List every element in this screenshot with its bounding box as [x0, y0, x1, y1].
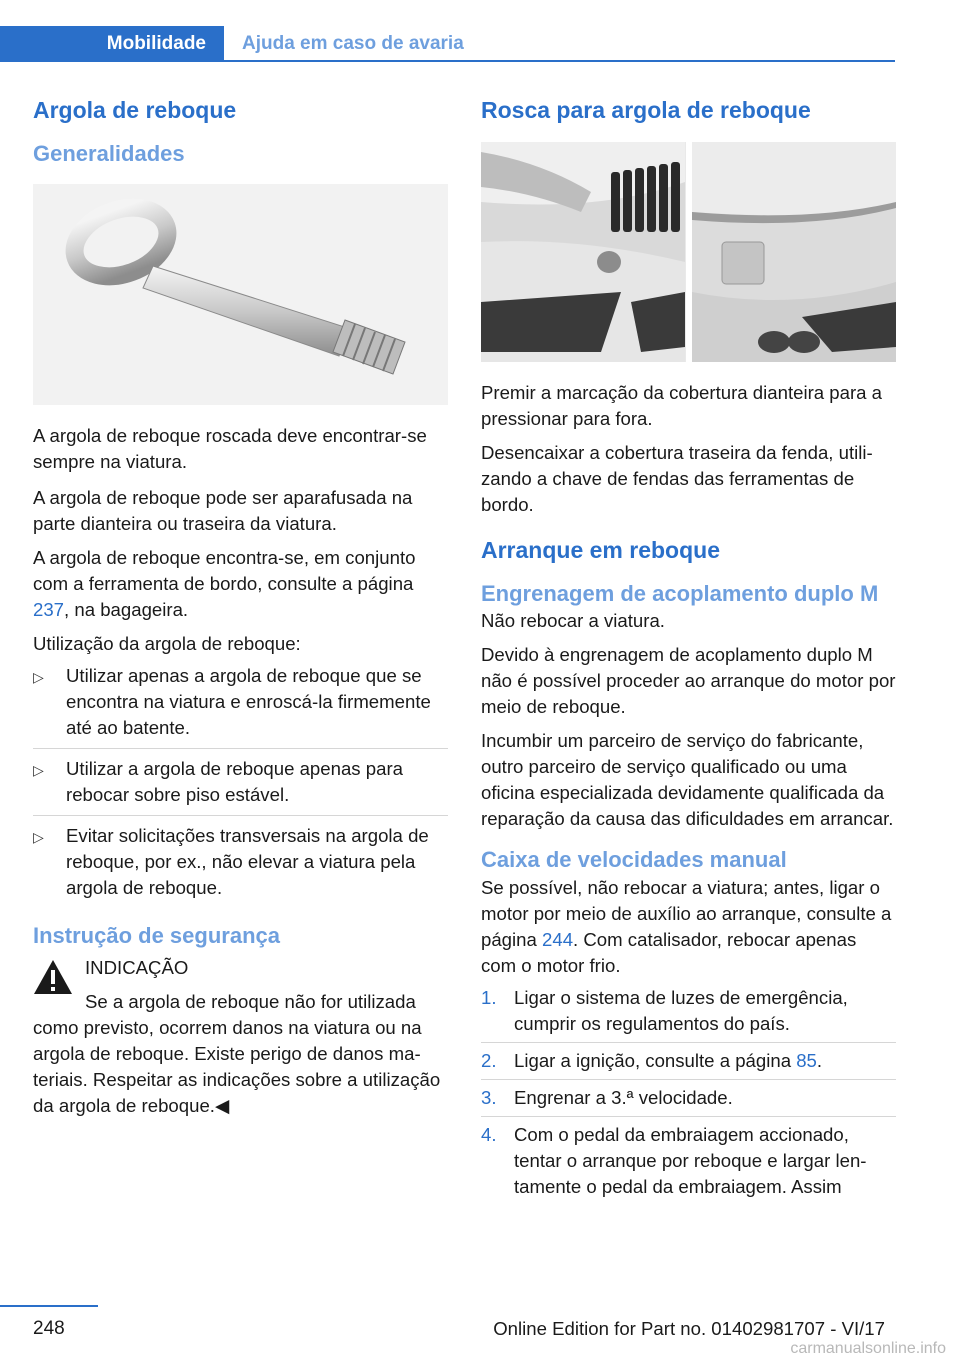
right-column: [481, 96, 896, 1210]
list-item-text: Utilizar apenas a argola de reboque que se encontra na viatura e enroscá-la firmemente até ao batente.: [66, 665, 431, 739]
step-number: 2.: [481, 1049, 497, 1071]
step-text: Com o pedal da embraiagem accionado, tentar o arranque por reboque e largar lentamente o pedal da embraiagem. Assim: [514, 1123, 867, 1197]
front-bumper-image: [481, 142, 686, 362]
step-text: Ligar o sistema de luzes de emergência, cumprir os regulamentos do país.: [514, 986, 848, 1034]
warning-triangle-icon: [33, 959, 73, 995]
usage-bullet-list: [33, 663, 448, 908]
warning-text: como previsto, ocorrem danos na viatura ou na argola de reboque. Existe perigo de danos materiais. Respeitar as indicações sobre a utilização da argola de reboque.◀: [33, 1017, 441, 1117]
list-item: [481, 1048, 896, 1080]
list-item-text: Evitar solicitações transversais na argola de reboque, por ex., não elevar a viatura pela argola de reboque.: [66, 825, 429, 899]
paragraph-press-front-cover: Premir a marcação da cobertura dianteira para a pressionar para fora.: [481, 381, 883, 429]
rear-bumper-image: [692, 142, 897, 362]
step-text: Ligar a ignição, consulte a página: [514, 1049, 797, 1071]
paragraph-must-be-in-vehicle: A argola de reboque roscada deve encontrar-se sempre na viatura.: [33, 425, 427, 473]
paragraph-location-tail: , na bagageira.: [64, 599, 189, 621]
tab-mobilidade[interactable]: Mobilidade: [0, 26, 224, 62]
step-text-tail: .: [816, 1049, 823, 1071]
paragraph-service-partner: Incumbir um parceiro de serviço do fabricante, outro parceiro de serviço qualificado ou uma oficina especializada devidamente qualificada da reparação da causa das dificuldades em arrancar.: [481, 730, 894, 830]
page-link-244[interactable]: 244: [542, 928, 574, 950]
list-item: [33, 823, 448, 908]
paragraph-dct-reason: Devido à engrenagem de acoplamento duplo M não é possível proceder ao arranque do motor por meio de reboque.: [481, 644, 896, 718]
paragraph-do-not-tow: Não rebocar a viatura.: [481, 610, 665, 632]
paragraph-release-rear-cover: Desencaixar a cobertura traseira da fenda, utilizando a chave de fendas das ferramentas de bordo.: [481, 441, 873, 515]
rear-bumper-icon: [692, 142, 896, 362]
triangle-bullet-icon: ▷: [33, 669, 44, 686]
chapter-header: [0, 26, 895, 62]
bumper-cover-illustration: [481, 142, 896, 362]
paragraph-manual-text: Se possível, não rebocar a viatura; antes, ligar o motor por meio de auxílio ao arranque, consulte a página: [481, 876, 892, 950]
paragraph-usage-intro: Utilização da argola de reboque:: [33, 633, 301, 655]
paragraph-location: [33, 545, 448, 623]
triangle-bullet-icon: ▷: [33, 829, 44, 846]
subsection-dct: Engrenagem de acoplamento duplo M: [481, 580, 879, 606]
footer-rule: [0, 1305, 98, 1307]
tow-eye-illustration: [33, 184, 448, 405]
paragraph-manual-tail: . Com catalisador, rebocar apenas com o motor frio.: [481, 928, 857, 976]
warning-notice: [33, 955, 448, 1119]
front-bumper-icon: [481, 142, 685, 362]
triangle-bullet-icon: ▷: [33, 762, 44, 779]
edition-info: Online Edition for Part no. 01402981707 - VI/17: [493, 1318, 885, 1339]
paragraph-manual-tow-start: [481, 875, 896, 979]
page-link-237[interactable]: 237: [33, 599, 65, 621]
warning-label: INDICAÇÃO: [85, 957, 189, 979]
list-item: [481, 985, 896, 1043]
paragraph-location-text: A argola de reboque encontra-se, em conjunto com a ferramenta de bordo, consulte a página: [33, 547, 416, 595]
section-title-rosca: Rosca para argola de reboque: [481, 97, 811, 123]
tow-eye-icon: [33, 184, 448, 405]
list-item-text: Utilizar a argola de reboque apenas para rebocar sobre piso estável.: [66, 758, 403, 806]
tow-start-steps: [481, 985, 896, 1205]
subsection-generalidades: Generalidades: [33, 140, 185, 166]
paragraph-mount-front-rear: A argola de reboque pode ser aparafusada na parte dianteira ou traseira da viatura.: [33, 487, 413, 535]
header-rule: [0, 60, 895, 62]
section-title-argola: Argola de reboque: [33, 97, 237, 123]
tab-ajuda-avaria[interactable]: Ajuda em caso de avaria: [242, 33, 464, 54]
warning-text-first-line: Se a argola de reboque não for utilizada: [85, 991, 416, 1013]
subsection-manual-gearbox: Caixa de velocidades manual: [481, 847, 787, 873]
step-number: 1.: [481, 986, 497, 1008]
list-item: [33, 756, 448, 816]
step-text: Engrenar a 3.ª velocidade.: [514, 1086, 733, 1108]
page-link-85[interactable]: 85: [796, 1049, 817, 1071]
section-title-arranque: Arranque em reboque: [481, 536, 720, 563]
step-number: 4.: [481, 1123, 497, 1145]
list-item: [33, 663, 448, 749]
left-column: [33, 96, 448, 1119]
subsection-safety: Instrução de segurança: [33, 923, 280, 949]
page-number: 248: [33, 1318, 65, 1339]
list-item: [481, 1085, 896, 1117]
watermark: carmanualsonline.info: [790, 1340, 946, 1357]
list-item: [481, 1122, 896, 1205]
step-number: 3.: [481, 1086, 497, 1108]
